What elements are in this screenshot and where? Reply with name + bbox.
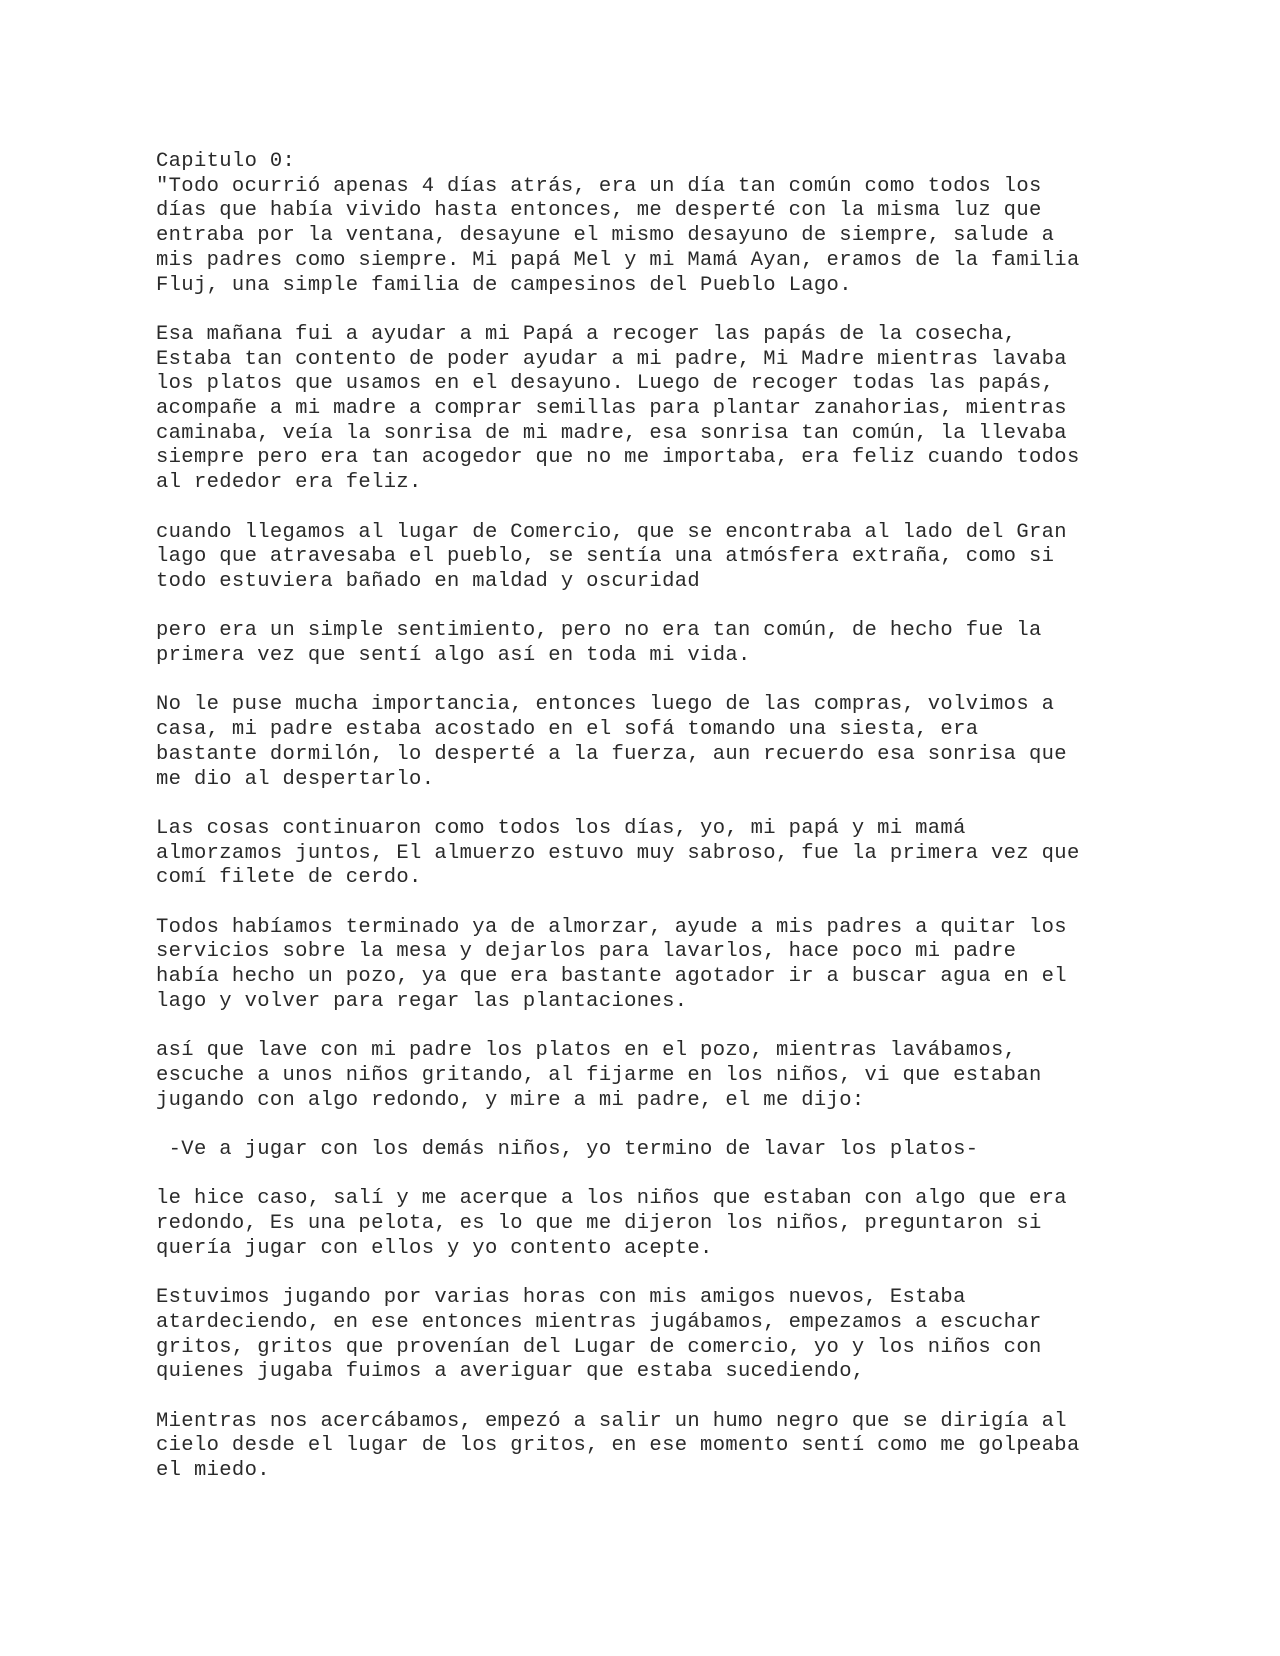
text-line: mis padres como siempre. Mi papá Mel y mi Mamá Ayan, eramos de la familia bbox=[156, 248, 1080, 272]
text-line: casa, mi padre estaba acostado en el sofá tomando una siesta, era bbox=[156, 718, 979, 742]
blank-line bbox=[156, 1015, 1156, 1040]
blank-line bbox=[156, 891, 1156, 916]
text-line: me dio al despertarlo. bbox=[156, 767, 435, 791]
dialogue-line: -Ve a jugar con los demás niños, yo termino de lavar los platos- bbox=[156, 1138, 979, 1161]
text-line: primera vez que sentí algo así en toda mi vida. bbox=[156, 644, 751, 668]
text-line: acompañe a mi madre a comprar semillas para plantar zanahorias, mientras bbox=[156, 397, 1067, 421]
text-line: quería jugar con ellos y yo contento acepte. bbox=[156, 1236, 713, 1260]
text-line: caminaba, veía la sonrisa de mi madre, esa sonrisa tan común, la llevaba bbox=[156, 421, 1067, 445]
blank-line bbox=[156, 1113, 1156, 1138]
text-line: así que lave con mi padre los platos en el pozo, mientras lavábamos, bbox=[156, 1039, 1017, 1063]
text-line: le hice caso, salí y me acerque a los niños que estaban con algo que era bbox=[156, 1187, 1067, 1211]
text-line: Estuvimos jugando por varias horas con mis amigos nuevos, Estaba bbox=[156, 1286, 966, 1310]
text-line: almorzamos juntos, El almuerzo estuvo muy sabroso, fue la primera vez que bbox=[156, 841, 1080, 865]
text-line: lago y volver para regar las plantaciones. bbox=[156, 989, 688, 1013]
text-line: los platos que usamos en el desayuno. Luego de recoger todas las papás, bbox=[156, 372, 1055, 396]
blank-line bbox=[156, 1385, 1156, 1410]
text-line: servicios sobre la mesa y dejarlos para lavarlos, hace poco mi padre bbox=[156, 940, 1017, 964]
text-line: bastante dormilón, lo desperté a la fuerza, aun recuerdo esa sonrisa que bbox=[156, 742, 1067, 766]
text-line: jugando con algo redondo, y mire a mi padre, el me dijo: bbox=[156, 1088, 865, 1112]
blank-line bbox=[156, 298, 1156, 323]
text-line: lago que atravesaba el pueblo, se sentía una atmósfera extraña, como si bbox=[156, 545, 1055, 569]
blank-line bbox=[156, 669, 1156, 694]
text-line: comí filete de cerdo. bbox=[156, 866, 422, 890]
blank-line bbox=[156, 1163, 1156, 1188]
text-line: gritos, gritos que provenían del Lugar de comercio, yo y los niños con bbox=[156, 1335, 1042, 1359]
text-line: cuando llegamos al lugar de Comercio, que se encontraba al lado del Gran bbox=[156, 520, 1067, 544]
text-line: cielo desde el lugar de los gritos, en ese momento sentí como me golpeaba bbox=[156, 1434, 1080, 1458]
text-line: había hecho un pozo, ya que era bastante agotador ir a buscar agua en el bbox=[156, 965, 1067, 989]
text-line: el miedo. bbox=[156, 1459, 270, 1483]
text-line: "Todo ocurrió apenas 4 días atrás, era un día tan común como todos los bbox=[156, 174, 1042, 198]
blank-line bbox=[156, 595, 1156, 620]
text-line: atardeciendo, en ese entonces mientras jugábamos, empezamos a escuchar bbox=[156, 1310, 1042, 1334]
text-line: Mientras nos acercábamos, empezó a salir un humo negro que se dirigía al bbox=[156, 1409, 1067, 1433]
text-line: siempre pero era tan acogedor que no me importaba, era feliz cuando todos bbox=[156, 446, 1080, 470]
text-line: Esa mañana fui a ayudar a mi Papá a recoger las papás de la cosecha, bbox=[156, 322, 1017, 346]
chapter-title: Capitulo 0: bbox=[156, 150, 296, 173]
text-line: Fluj, una simple familia de campesinos del Pueblo Lago. bbox=[156, 273, 852, 297]
blank-line bbox=[156, 792, 1156, 817]
text-line: Las cosas continuaron como todos los días, yo, mi papá y mi mamá bbox=[156, 816, 966, 840]
text-line: Todos habíamos terminado ya de almorzar, ayude a mis padres a quitar los bbox=[156, 915, 1067, 939]
text-line: quienes jugaba fuimos a averiguar que estaba sucediendo, bbox=[156, 1360, 865, 1384]
blank-line bbox=[156, 1262, 1156, 1287]
text-line: todo estuviera bañado en maldad y oscuridad bbox=[156, 569, 701, 593]
text-line: al rededor era feliz. bbox=[156, 471, 422, 495]
text-line: pero era un simple sentimiento, pero no era tan común, de hecho fue la bbox=[156, 619, 1042, 643]
text-line: Estaba tan contento de poder ayudar a mi padre, Mi Madre mientras lavaba bbox=[156, 347, 1067, 371]
document-page bbox=[156, 150, 1156, 1484]
text-line: días que había vivido hasta entonces, me desperté con la misma luz que bbox=[156, 199, 1042, 223]
text-line: No le puse mucha importancia, entonces luego de las compras, volvimos a bbox=[156, 693, 1055, 717]
text-line: entraba por la ventana, desayune el mismo desayuno de siempre, salude a bbox=[156, 224, 1055, 248]
text-line: redondo, Es una pelota, es lo que me dijeron los niños, preguntaron si bbox=[156, 1212, 1042, 1236]
text-line: escuche a unos niños gritando, al fijarme en los niños, vi que estaban bbox=[156, 1063, 1042, 1087]
blank-line bbox=[156, 496, 1156, 521]
